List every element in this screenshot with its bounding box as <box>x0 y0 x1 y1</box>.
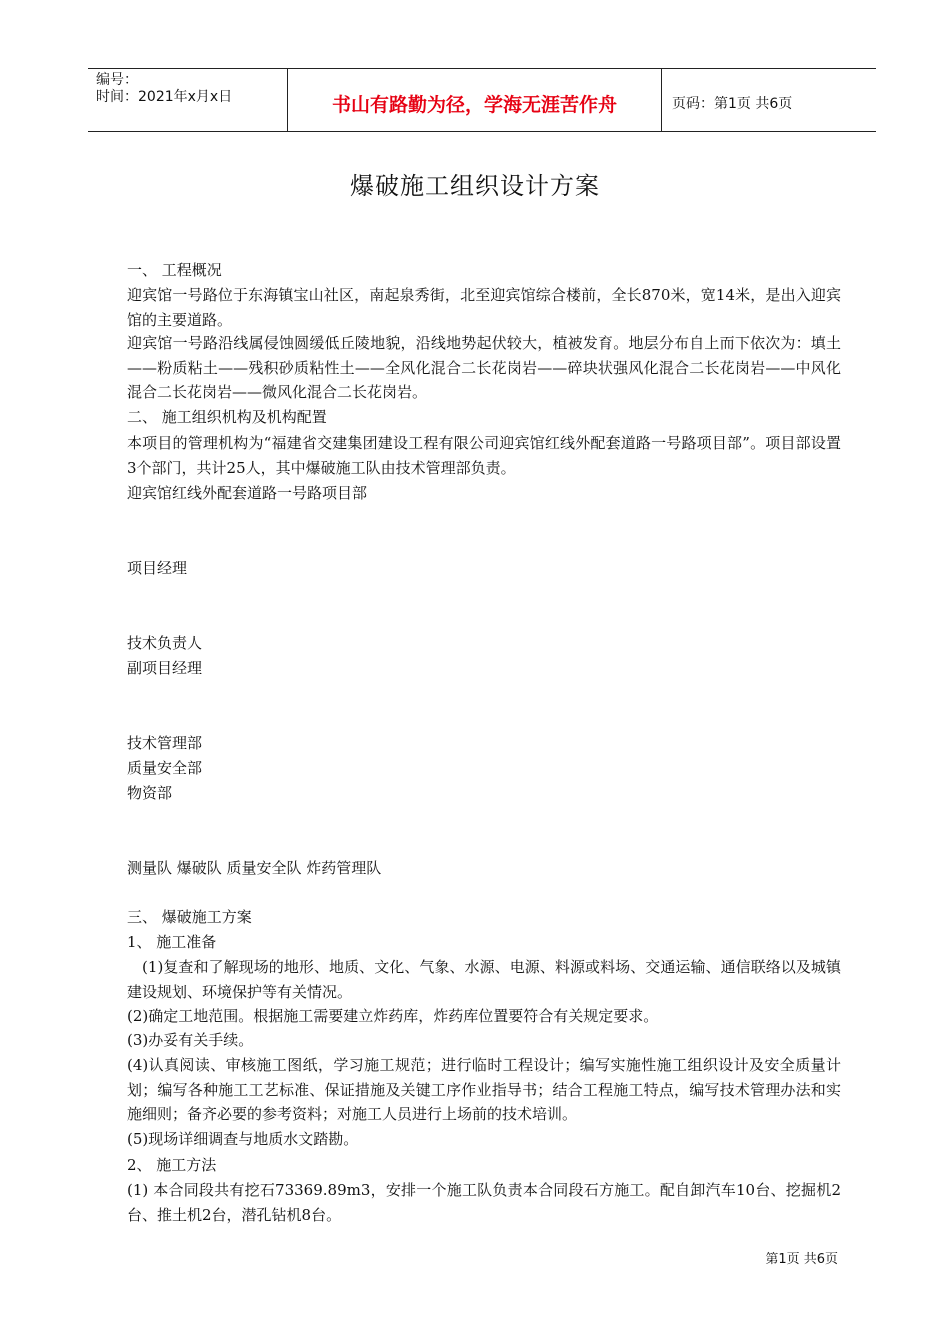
time-label: 时间：2021年x月x日 <box>96 89 233 105</box>
paragraph-overview-2: 迎宾馆一号路沿线属侵蚀圆缓低丘陵地貌，沿线地势起伏较大，植被发育。地层分布自上而下依次为：填土——粉质粘土——残积砂质粘性土——全风化混合二长花岗岩——碎块状强风化混合二长花岗岩——中风化混合二长花岗岩——微风化混合二长花岗岩。 <box>127 334 841 401</box>
section-heading-blasting: 三、 爆破施工方案 <box>127 908 252 926</box>
paragraph-preparation-1: (1)复查和了解现场的地形、地质、文化、气象、水源、电源、料源或料场、交通运输、通信联络以及城镇建设规划、环境保护等有关情况。 <box>127 958 841 1001</box>
paragraph-preparation-5: (5)现场详细调查与地质水文踏勘。 <box>127 1130 359 1148</box>
org-chart-dept-tech: 技术管理部 <box>127 734 203 752</box>
page-footer: 第1页 共6页 <box>765 1252 838 1267</box>
org-chart-dept-materials: 物资部 <box>127 784 173 802</box>
org-chart-deputy: 副项目经理 <box>127 659 203 677</box>
org-chart-teams: 测量队 爆破队 质量安全队 炸药管理队 <box>127 859 382 877</box>
section-heading-organization: 二、 施工组织机构及机构配置 <box>127 408 327 426</box>
document-title: 爆破施工组织设计方案 <box>350 172 600 200</box>
paragraph-preparation-3: (3)办妥有关手续。 <box>127 1031 254 1049</box>
subsection-heading-preparation: 1、 施工准备 <box>127 933 217 951</box>
number-label: 编号： <box>96 72 138 88</box>
org-chart-dept-quality: 质量安全部 <box>127 759 203 777</box>
page-header <box>88 68 876 132</box>
org-chart-manager: 项目经理 <box>127 559 188 577</box>
header-meta <box>88 69 288 131</box>
paragraph-preparation-2: (2)确定工地范围。根据施工需要建立炸药库，炸药库位置要符合有关规定要求。 <box>127 1007 659 1025</box>
org-name: 迎宾馆红线外配套道路一号路项目部 <box>127 484 368 502</box>
paragraph-preparation-4: (4)认真阅读、审核施工图纸，学习施工规范；进行临时工程设计；编写实施性施工组织设计及安全质量计划；编写各种施工工艺标准、保证措施及关键工序作业指导书；结合工程施工特点，编写技术管理办法和实施细则；备齐必要的参考资料；对施工人员进行上场前的技术培训。 <box>127 1056 841 1123</box>
header-motto: 书山有路勤为径，学海无涯苦作舟 <box>288 69 662 131</box>
header-page-info: 页码：第1页 共6页 <box>672 96 793 112</box>
subsection-heading-method: 2、 施工方法 <box>127 1156 217 1174</box>
paragraph-organization: 本项目的管理机构为“福建省交建集团建设工程有限公司迎宾馆红线外配套道路一号路项目部”。项目部设置3个部门，共计25人，其中爆破施工队由技术管理部负责。 <box>127 434 841 477</box>
paragraph-overview-1: 迎宾馆一号路位于东海镇宝山社区，南起泉秀街，北至迎宾馆综合楼前，全长870米，宽14米，是出入迎宾馆的主要道路。 <box>127 286 841 329</box>
section-heading-overview: 一、 工程概况 <box>127 261 222 279</box>
org-chart-tech-lead: 技术负责人 <box>127 634 203 652</box>
paragraph-method-1: (1) 本合同段共有挖石73369.89m3，安排一个施工队负责本合同段石方施工。配自卸汽车10台、挖掘机2台、推土机2台，潜孔钻机8台。 <box>127 1181 841 1224</box>
